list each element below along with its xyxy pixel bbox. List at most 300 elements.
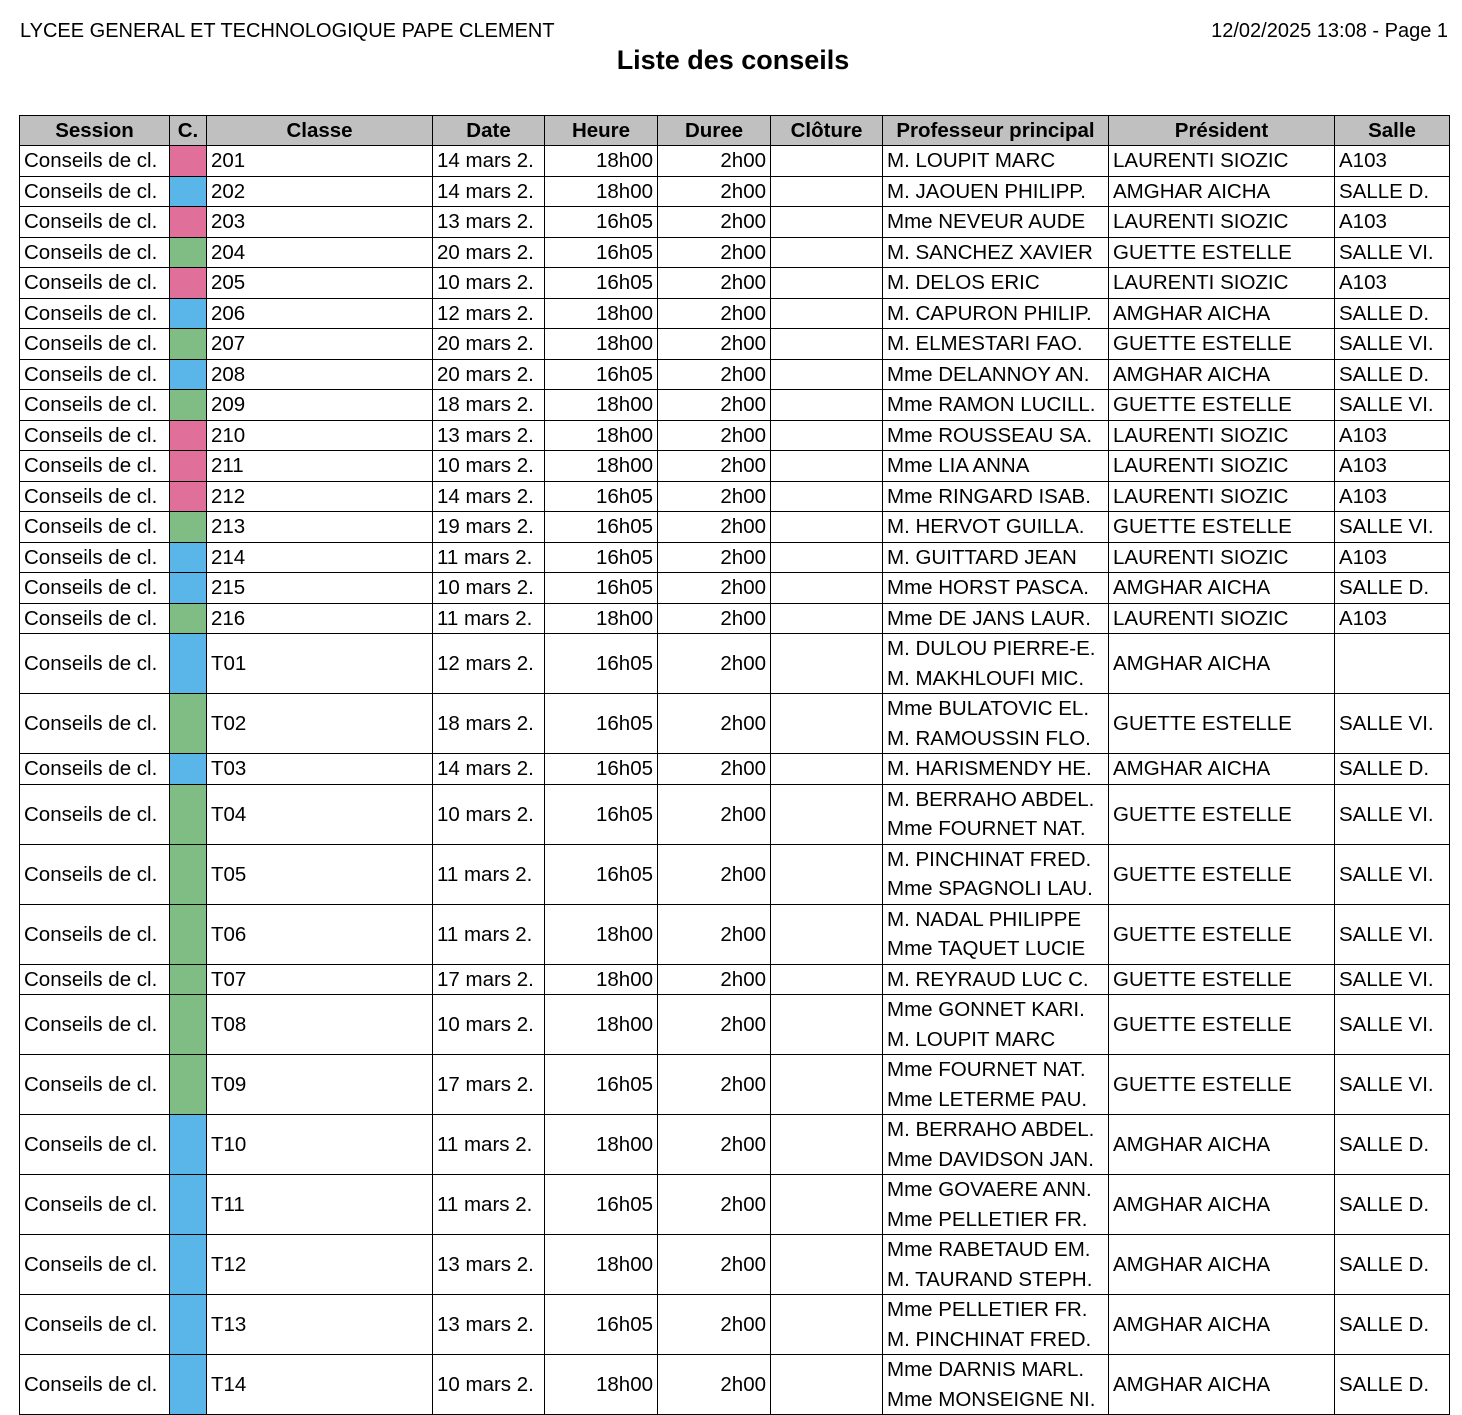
cell-session: Conseils de cl.: [20, 176, 170, 207]
cell-session: Conseils de cl.: [20, 390, 170, 421]
professeur-name: M. MAKHLOUFI MIC.: [887, 666, 1085, 690]
cell-salle: A103: [1335, 542, 1450, 573]
cell-cloture: [771, 603, 883, 634]
cell-cloture: [771, 420, 883, 451]
cell-professeur: [883, 176, 1109, 207]
professeur-name: Mme DE JANS LAUR.: [887, 606, 1091, 630]
cell-duree: 2h00: [658, 694, 771, 754]
cell-cloture: [771, 573, 883, 604]
cell-salle: A103: [1335, 481, 1450, 512]
professeur-name: M. GUITTARD JEAN: [887, 545, 1077, 569]
councils-table: [19, 115, 1450, 1415]
cell-cloture: [771, 481, 883, 512]
cell-professeur: [883, 298, 1109, 329]
cell-professeur: [883, 268, 1109, 299]
cell-president: GUETTE ESTELLE: [1109, 329, 1335, 360]
cell-professeur: [883, 964, 1109, 995]
table-row: [20, 359, 1450, 390]
professeur-name: Mme RABETAUD EM.: [887, 1238, 1091, 1261]
cell-duree: 2h00: [658, 298, 771, 329]
table-row: [20, 237, 1450, 268]
cell-heure: 16h05: [545, 512, 658, 543]
cell-heure: 18h00: [545, 1115, 658, 1175]
professeur-name: Mme GOVAERE ANN.: [887, 1178, 1092, 1201]
cell-duree: 2h00: [658, 420, 771, 451]
cell-salle: SALLE VI.: [1335, 390, 1450, 421]
cell-date: 18 mars 2.: [433, 390, 545, 421]
cell-heure: 16h05: [545, 481, 658, 512]
cell-salle: SALLE VI.: [1335, 694, 1450, 754]
cell-color-swatch: [170, 1175, 207, 1235]
school-name: LYCEE GENERAL ET TECHNOLOGIQUE PAPE CLEMENT: [20, 20, 555, 42]
cell-duree: 2h00: [658, 176, 771, 207]
cell-salle: SALLE D.: [1335, 1175, 1450, 1235]
cell-cloture: [771, 904, 883, 964]
professeur-name: M. NADAL PHILIPPE: [887, 907, 1082, 931]
cell-heure: 18h00: [545, 420, 658, 451]
cell-classe: 215: [207, 573, 433, 604]
cell-professeur: [883, 844, 1109, 904]
cell-professeur: [883, 1175, 1109, 1235]
cell-session: Conseils de cl.: [20, 634, 170, 694]
professeur-name: M. SANCHEZ XAVIER: [887, 240, 1093, 264]
cell-session: Conseils de cl.: [20, 420, 170, 451]
cell-duree: 2h00: [658, 268, 771, 299]
col-header-duree: Duree: [658, 116, 771, 146]
col-header-heure: Heure: [545, 116, 658, 146]
professeur-name: Mme RINGARD ISAB.: [887, 484, 1091, 508]
cell-professeur: [883, 694, 1109, 754]
cell-classe: 208: [207, 359, 433, 390]
cell-heure: 16h05: [545, 754, 658, 785]
cell-professeur: [883, 1115, 1109, 1175]
cell-professeur: [883, 207, 1109, 238]
table-row: [20, 603, 1450, 634]
cell-duree: 2h00: [658, 390, 771, 421]
professeur-name: Mme DARNIS MARL.: [887, 1358, 1085, 1381]
cell-heure: 16h05: [545, 784, 658, 844]
col-header-cloture: Clôture: [771, 116, 883, 146]
cell-classe: 214: [207, 542, 433, 573]
cell-date: 13 mars 2.: [433, 420, 545, 451]
cell-date: 18 mars 2.: [433, 694, 545, 754]
cell-president: GUETTE ESTELLE: [1109, 784, 1335, 844]
cell-classe: 204: [207, 237, 433, 268]
cell-date: 20 mars 2.: [433, 359, 545, 390]
cell-session: Conseils de cl.: [20, 995, 170, 1055]
cell-salle: SALLE D.: [1335, 359, 1450, 390]
cell-date: 12 mars 2.: [433, 634, 545, 694]
cell-duree: 2h00: [658, 359, 771, 390]
cell-salle: SALLE D.: [1335, 1355, 1450, 1415]
cell-heure: 18h00: [545, 451, 658, 482]
cell-president: AMGHAR AICHA: [1109, 359, 1335, 390]
cell-classe: T12: [207, 1235, 433, 1295]
col-header-salle: Salle: [1335, 116, 1450, 146]
table-row: [20, 390, 1450, 421]
cell-salle: A103: [1335, 146, 1450, 177]
cell-president: AMGHAR AICHA: [1109, 176, 1335, 207]
cell-president: LAURENTI SIOZIC: [1109, 603, 1335, 634]
cell-duree: 2h00: [658, 207, 771, 238]
cell-date: 13 mars 2.: [433, 1295, 545, 1355]
cell-duree: 2h00: [658, 603, 771, 634]
cell-classe: 207: [207, 329, 433, 360]
cell-color-swatch: [170, 784, 207, 844]
print-timestamp: 12/02/2025 13:08 - Page 1: [1211, 20, 1448, 42]
cell-duree: 2h00: [658, 1055, 771, 1115]
cell-date: 11 mars 2.: [433, 844, 545, 904]
cell-classe: T05: [207, 844, 433, 904]
cell-color-swatch: [170, 1295, 207, 1355]
cell-session: Conseils de cl.: [20, 904, 170, 964]
table-row: [20, 298, 1450, 329]
table-row: [20, 964, 1450, 995]
professeur-name: M. PINCHINAT FRED.: [887, 847, 1092, 871]
cell-date: 11 mars 2.: [433, 1175, 545, 1235]
professeur-name: M. BERRAHO ABDEL.: [887, 1118, 1095, 1141]
cell-duree: 2h00: [658, 844, 771, 904]
col-header-color: C.: [170, 116, 207, 146]
cell-date: 10 mars 2.: [433, 573, 545, 604]
cell-session: Conseils de cl.: [20, 1235, 170, 1295]
table-row: [20, 844, 1450, 904]
cell-date: 12 mars 2.: [433, 298, 545, 329]
cell-professeur: [883, 634, 1109, 694]
cell-duree: 2h00: [658, 995, 771, 1055]
cell-heure: 18h00: [545, 390, 658, 421]
cell-date: 17 mars 2.: [433, 964, 545, 995]
cell-date: 11 mars 2.: [433, 904, 545, 964]
cell-cloture: [771, 1175, 883, 1235]
cell-salle: SALLE D.: [1335, 1115, 1450, 1175]
cell-salle: [1335, 634, 1450, 694]
cell-session: Conseils de cl.: [20, 237, 170, 268]
cell-session: Conseils de cl.: [20, 481, 170, 512]
table-row: [20, 329, 1450, 360]
cell-date: 14 mars 2.: [433, 481, 545, 512]
cell-classe: 212: [207, 481, 433, 512]
cell-heure: 16h05: [545, 573, 658, 604]
cell-salle: SALLE VI.: [1335, 512, 1450, 543]
cell-president: AMGHAR AICHA: [1109, 634, 1335, 694]
cell-professeur: [883, 1235, 1109, 1295]
table-row: [20, 512, 1450, 543]
cell-classe: 211: [207, 451, 433, 482]
professeur-name: M. HERVOT GUILLA.: [887, 515, 1085, 538]
cell-president: LAURENTI SIOZIC: [1109, 481, 1335, 512]
table-row: [20, 1355, 1450, 1415]
cell-date: 11 mars 2.: [433, 1115, 545, 1175]
professeur-name: M. DULOU PIERRE-E.: [887, 637, 1096, 660]
cell-professeur: [883, 481, 1109, 512]
page-title: Liste des conseils: [616, 45, 850, 75]
professeur-name: Mme PELLETIER FR.: [887, 1298, 1088, 1321]
cell-salle: A103: [1335, 268, 1450, 299]
professeur-name: Mme SPAGNOLI LAU.: [887, 877, 1093, 900]
cell-president: LAURENTI SIOZIC: [1109, 146, 1335, 177]
cell-salle: A103: [1335, 420, 1450, 451]
table-body: [20, 146, 1450, 1415]
table-row: [20, 995, 1450, 1055]
cell-color-swatch: [170, 904, 207, 964]
cell-duree: 2h00: [658, 1355, 771, 1415]
cell-classe: 203: [207, 207, 433, 238]
cell-president: GUETTE ESTELLE: [1109, 964, 1335, 995]
cell-classe: 202: [207, 176, 433, 207]
professeur-name: Mme PELLETIER FR.: [887, 1207, 1088, 1231]
cell-duree: 2h00: [658, 451, 771, 482]
cell-salle: SALLE VI.: [1335, 904, 1450, 964]
cell-salle: SALLE D.: [1335, 754, 1450, 785]
cell-classe: T10: [207, 1115, 433, 1175]
cell-cloture: [771, 1235, 883, 1295]
cell-color-swatch: [170, 298, 207, 329]
cell-cloture: [771, 268, 883, 299]
cell-heure: 16h05: [545, 207, 658, 238]
cell-color-swatch: [170, 451, 207, 482]
cell-date: 20 mars 2.: [433, 237, 545, 268]
cell-duree: 2h00: [658, 1175, 771, 1235]
professeur-name: Mme MONSEIGNE NI.: [887, 1387, 1096, 1411]
cell-date: 20 mars 2.: [433, 329, 545, 360]
cell-duree: 2h00: [658, 1235, 771, 1295]
cell-classe: 210: [207, 420, 433, 451]
cell-session: Conseils de cl.: [20, 268, 170, 299]
cell-president: AMGHAR AICHA: [1109, 298, 1335, 329]
cell-professeur: [883, 542, 1109, 573]
cell-session: Conseils de cl.: [20, 451, 170, 482]
professeur-name: Mme FOURNET NAT.: [887, 1058, 1086, 1081]
cell-color-swatch: [170, 329, 207, 360]
cell-color-swatch: [170, 754, 207, 785]
cell-president: GUETTE ESTELLE: [1109, 844, 1335, 904]
cell-classe: T03: [207, 754, 433, 785]
cell-cloture: [771, 329, 883, 360]
cell-professeur: [883, 573, 1109, 604]
cell-president: GUETTE ESTELLE: [1109, 694, 1335, 754]
cell-color-swatch: [170, 390, 207, 421]
cell-professeur: [883, 237, 1109, 268]
cell-heure: 18h00: [545, 964, 658, 995]
cell-president: GUETTE ESTELLE: [1109, 1055, 1335, 1115]
professeur-name: Mme ROUSSEAU SA.: [887, 423, 1093, 447]
cell-session: Conseils de cl.: [20, 1055, 170, 1115]
cell-color-swatch: [170, 268, 207, 299]
cell-president: LAURENTI SIOZIC: [1109, 207, 1335, 238]
cell-salle: SALLE VI.: [1335, 237, 1450, 268]
professeur-name: M. RAMOUSSIN FLO.: [887, 726, 1091, 750]
cell-classe: T04: [207, 784, 433, 844]
professeur-name: Mme FOURNET NAT.: [887, 817, 1086, 840]
professeur-name: M. REYRAUD LUC C.: [887, 967, 1089, 991]
cell-professeur: [883, 603, 1109, 634]
cell-date: 13 mars 2.: [433, 1235, 545, 1295]
cell-date: 14 mars 2.: [433, 176, 545, 207]
cell-color-swatch: [170, 603, 207, 634]
cell-cloture: [771, 542, 883, 573]
table-row: [20, 451, 1450, 482]
cell-president: AMGHAR AICHA: [1109, 573, 1335, 604]
table-row: [20, 694, 1450, 754]
cell-cloture: [771, 146, 883, 177]
cell-date: 14 mars 2.: [433, 754, 545, 785]
cell-date: 10 mars 2.: [433, 268, 545, 299]
cell-professeur: [883, 754, 1109, 785]
cell-session: Conseils de cl.: [20, 329, 170, 360]
cell-president: GUETTE ESTELLE: [1109, 390, 1335, 421]
cell-salle: A103: [1335, 207, 1450, 238]
cell-classe: T14: [207, 1355, 433, 1415]
cell-session: Conseils de cl.: [20, 359, 170, 390]
cell-date: 10 mars 2.: [433, 995, 545, 1055]
cell-cloture: [771, 176, 883, 207]
cell-color-swatch: [170, 573, 207, 604]
table-row: [20, 1115, 1450, 1175]
cell-professeur: [883, 995, 1109, 1055]
cell-cloture: [771, 995, 883, 1055]
col-header-session: Session: [20, 116, 170, 146]
table-row: [20, 542, 1450, 573]
cell-salle: SALLE D.: [1335, 176, 1450, 207]
table-row: [20, 207, 1450, 238]
cell-heure: 18h00: [545, 298, 658, 329]
cell-cloture: [771, 754, 883, 785]
professeur-name: Mme DELANNOY AN.: [887, 362, 1090, 386]
cell-color-swatch: [170, 964, 207, 995]
cell-duree: 2h00: [658, 481, 771, 512]
cell-cloture: [771, 298, 883, 329]
cell-cloture: [771, 207, 883, 238]
cell-color-swatch: [170, 512, 207, 543]
cell-session: Conseils de cl.: [20, 512, 170, 543]
cell-date: 11 mars 2.: [433, 542, 545, 573]
table-row: [20, 1055, 1450, 1115]
cell-color-swatch: [170, 844, 207, 904]
professeur-name: M. DELOS ERIC: [887, 271, 1040, 294]
cell-date: 19 mars 2.: [433, 512, 545, 543]
cell-president: AMGHAR AICHA: [1109, 1175, 1335, 1235]
table-row: [20, 784, 1450, 844]
professeur-name: M. HARISMENDY HE.: [887, 757, 1092, 780]
cell-color-swatch: [170, 207, 207, 238]
cell-president: AMGHAR AICHA: [1109, 1355, 1335, 1415]
cell-cloture: [771, 634, 883, 694]
table-header-row: [20, 116, 1450, 146]
cell-heure: 16h05: [545, 634, 658, 694]
cell-president: LAURENTI SIOZIC: [1109, 420, 1335, 451]
cell-professeur: [883, 784, 1109, 844]
professeur-name: Mme LETERME PAU.: [887, 1087, 1088, 1111]
cell-heure: 16h05: [545, 542, 658, 573]
cell-session: Conseils de cl.: [20, 694, 170, 754]
col-header-professeur: Professeur principal: [883, 116, 1109, 146]
cell-classe: 209: [207, 390, 433, 421]
cell-color-swatch: [170, 146, 207, 177]
cell-heure: 18h00: [545, 1355, 658, 1415]
cell-classe: T11: [207, 1175, 433, 1235]
cell-president: AMGHAR AICHA: [1109, 1295, 1335, 1355]
cell-salle: A103: [1335, 451, 1450, 482]
cell-salle: SALLE VI.: [1335, 1055, 1450, 1115]
cell-date: 11 mars 2.: [433, 603, 545, 634]
table-row: [20, 754, 1450, 785]
cell-professeur: [883, 359, 1109, 390]
professeur-name: M. CAPURON PHILIP.: [887, 301, 1092, 325]
table-row: [20, 146, 1450, 177]
cell-cloture: [771, 784, 883, 844]
cell-professeur: [883, 904, 1109, 964]
cell-heure: 18h00: [545, 603, 658, 634]
cell-president: LAURENTI SIOZIC: [1109, 451, 1335, 482]
table-row: [20, 481, 1450, 512]
cell-cloture: [771, 237, 883, 268]
cell-date: 10 mars 2.: [433, 451, 545, 482]
cell-classe: 213: [207, 512, 433, 543]
cell-duree: 2h00: [658, 512, 771, 543]
cell-salle: SALLE VI.: [1335, 329, 1450, 360]
cell-professeur: [883, 451, 1109, 482]
cell-heure: 16h05: [545, 1055, 658, 1115]
cell-salle: SALLE VI.: [1335, 995, 1450, 1055]
table-row: [20, 573, 1450, 604]
col-header-president: Président: [1109, 116, 1335, 146]
cell-classe: T02: [207, 694, 433, 754]
cell-president: LAURENTI SIOZIC: [1109, 542, 1335, 573]
cell-classe: 201: [207, 146, 433, 177]
professeur-name: M. TAURAND STEPH.: [887, 1267, 1093, 1291]
cell-heure: 16h05: [545, 1175, 658, 1235]
cell-cloture: [771, 844, 883, 904]
table-row: [20, 176, 1450, 207]
cell-professeur: [883, 329, 1109, 360]
cell-classe: T13: [207, 1295, 433, 1355]
table-row: [20, 1235, 1450, 1295]
cell-duree: 2h00: [658, 904, 771, 964]
table-row: [20, 904, 1450, 964]
cell-session: Conseils de cl.: [20, 844, 170, 904]
professeur-name: Mme DAVIDSON JAN.: [887, 1147, 1094, 1171]
cell-duree: 2h00: [658, 964, 771, 995]
cell-cloture: [771, 451, 883, 482]
cell-heure: 18h00: [545, 1235, 658, 1295]
cell-heure: 16h05: [545, 268, 658, 299]
cell-color-swatch: [170, 237, 207, 268]
cell-color-swatch: [170, 1055, 207, 1115]
cell-cloture: [771, 1055, 883, 1115]
cell-professeur: [883, 1355, 1109, 1415]
professeur-name: M. LOUPIT MARC: [887, 149, 1056, 172]
cell-president: GUETTE ESTELLE: [1109, 904, 1335, 964]
cell-date: 13 mars 2.: [433, 207, 545, 238]
cell-color-swatch: [170, 542, 207, 573]
cell-duree: 2h00: [658, 634, 771, 694]
professeur-name: Mme BULATOVIC EL.: [887, 697, 1090, 720]
cell-professeur: [883, 420, 1109, 451]
cell-color-swatch: [170, 1355, 207, 1415]
cell-heure: 16h05: [545, 237, 658, 268]
cell-color-swatch: [170, 176, 207, 207]
cell-cloture: [771, 1355, 883, 1415]
cell-date: 10 mars 2.: [433, 1355, 545, 1415]
cell-classe: T01: [207, 634, 433, 694]
cell-heure: 16h05: [545, 1295, 658, 1355]
cell-salle: A103: [1335, 603, 1450, 634]
table-row: [20, 1175, 1450, 1235]
cell-heure: 18h00: [545, 995, 658, 1055]
cell-color-swatch: [170, 481, 207, 512]
cell-session: Conseils de cl.: [20, 784, 170, 844]
